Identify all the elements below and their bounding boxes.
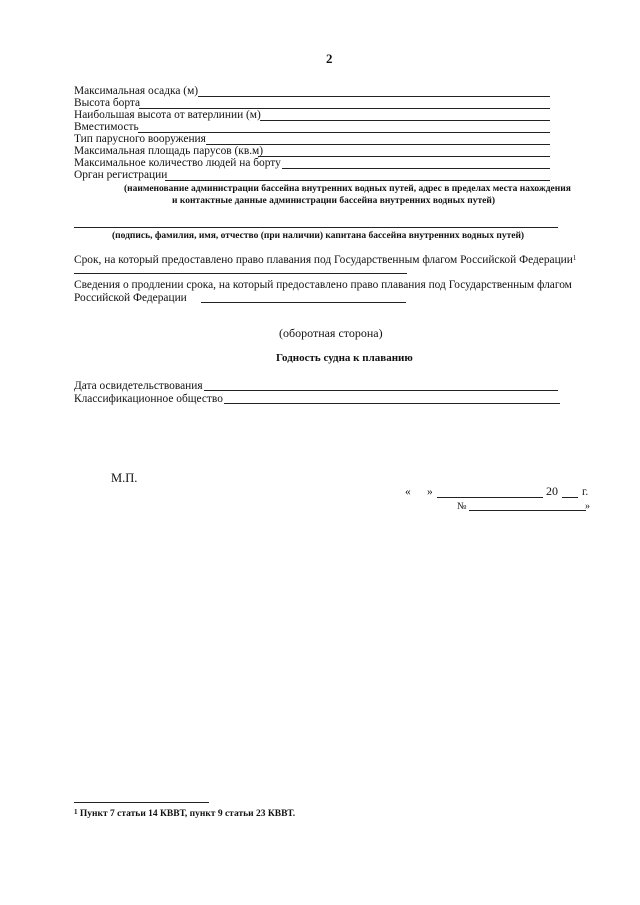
field-line-max-sail-area[interactable] xyxy=(258,156,550,157)
footnote xyxy=(74,808,295,821)
footnote-text: Пункт 7 статьи 14 КВВТ, пункт 9 статьи 23 КВВТ. xyxy=(79,809,296,819)
field-label-registration-authority: Орган регистрации xyxy=(74,169,168,181)
footnote-mark: 1 xyxy=(572,254,577,262)
field-line-max-height-waterline[interactable] xyxy=(260,120,550,121)
year-prefix: 20 xyxy=(546,484,558,498)
class-society-label: Классификационное общество xyxy=(74,393,223,405)
signature-line[interactable] xyxy=(74,227,558,228)
number-close-quote: » xyxy=(585,501,590,512)
footnote-separator xyxy=(74,802,209,803)
field-label-max-draft: Максимальная осадка (м) xyxy=(74,85,199,97)
seaworthiness-title: Годность судна к плаванию xyxy=(276,352,413,364)
extension-value-line[interactable] xyxy=(201,302,406,303)
extension-line1: Сведения о продлении срока, на который предоставлено право плавания под Государственным флагом xyxy=(74,279,572,291)
year-suffix: г. xyxy=(582,486,589,498)
registration-caption-line1: (наименование администрации бассейна внутренних водных путей, адрес в пределах места нахождения xyxy=(124,184,571,194)
field-line-max-people[interactable] xyxy=(282,168,550,169)
field-label-board-height: Высота борта xyxy=(74,97,141,109)
term-text: Срок, на который предоставлено право плавания под Государственным флагом Российской Федерации$^1$ xyxy=(74,254,577,266)
reverse-side-label: (оборотная сторона) xyxy=(279,326,383,340)
stamp-label: М.П. xyxy=(111,471,138,485)
field-label-sail-rig-type: Тип парусного вооружения xyxy=(74,133,206,145)
footnote-number: 1 xyxy=(74,808,78,816)
term-value-line[interactable] xyxy=(74,273,407,274)
survey-date-line[interactable] xyxy=(204,390,558,391)
field-line-max-draft[interactable] xyxy=(198,96,550,97)
field-label-max-sail-area: Максимальная площадь парусов (кв.м) xyxy=(74,145,264,157)
number-line[interactable] xyxy=(469,510,586,511)
date-close-quote: » xyxy=(427,486,433,498)
extension-line2: Российской Федерации xyxy=(74,292,187,304)
field-line-registration-authority[interactable] xyxy=(165,180,550,181)
survey-date-label: Дата освидетельствования xyxy=(74,380,203,392)
field-label-max-people: Максимальное количество людей на борту xyxy=(74,157,281,169)
year-line[interactable] xyxy=(562,497,578,498)
class-society-line[interactable] xyxy=(224,403,560,404)
date-day-month-line[interactable] xyxy=(437,497,543,498)
date-open-quote: « xyxy=(405,486,411,498)
field-label-max-height-waterline: Наибольшая высота от ватерлинии (м) xyxy=(74,109,261,121)
field-label-capacity: Вместимость xyxy=(74,121,139,133)
signature-caption: (подпись, фамилия, имя, отчество (при наличии) капитана бассейна внутренних водных путей) xyxy=(112,231,525,241)
registration-caption-line2: и контактные данные администрации бассейна внутренних водных путей) xyxy=(172,196,495,206)
number-sign: № xyxy=(457,501,467,512)
page-number: 2 xyxy=(326,51,333,66)
